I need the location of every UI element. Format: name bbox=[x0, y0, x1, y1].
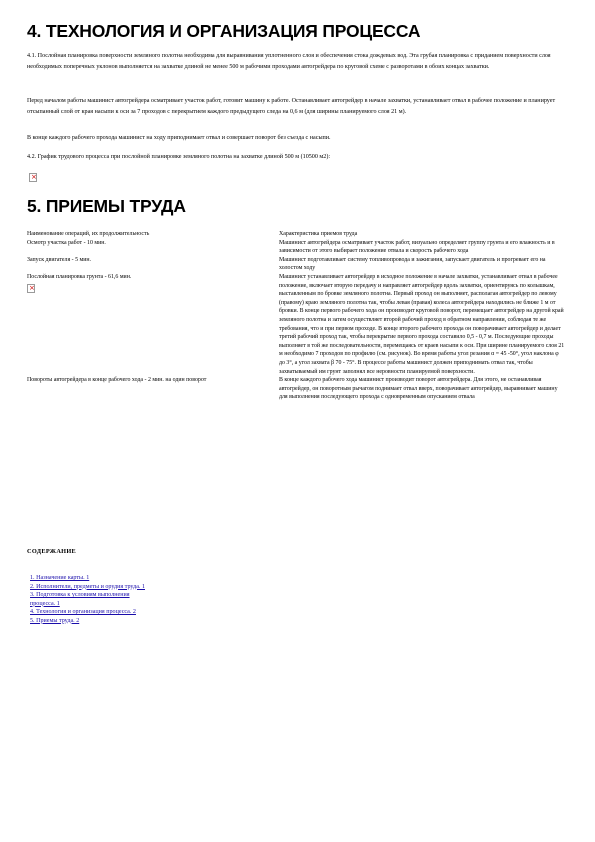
operation-cell bbox=[27, 273, 279, 376]
paragraph-4-1: 4.1. Послойная планировка поверхности земляного полотна необходима для выравнивания уплотненного слоя и обеспечения стока дождевых вод. Эта грубая планировка с приданием поверхности слоя необходимых поперечных уклонов выполняется на захватке длиной не менее 500 м рабочими проходами автогрейдера по круговой схеме с разворотами в обоих концах захватки. bbox=[27, 53, 551, 70]
section-4-heading: 4. ТЕХНОЛОГИЯ И ОРГАНИЗАЦИЯ ПРОЦЕССА bbox=[27, 21, 421, 41]
paragraph-turn: В конце каждого рабочего прохода машинист на ходу приподнимает отвал и совершает поворот без съезда с насыпи. bbox=[27, 135, 331, 141]
operation-cell: Запуск двигателя - 5 мин. bbox=[27, 256, 92, 263]
labor-methods-table bbox=[27, 230, 567, 402]
description-cell: В конце каждого рабочего хода машинист производит поворот автогрейдера. Для этого, не останавливая автогрейдер, он поворотным рычагом поднимает отвал вверх, поворачивает автогрейдер, выравнивает машину для выполнения последующего прохода с одновременным опусканием отвала bbox=[279, 377, 558, 401]
table-row bbox=[27, 239, 567, 256]
table-row bbox=[27, 273, 567, 376]
table-row bbox=[27, 376, 567, 402]
paragraph-start-work: Перед началом работы машинист автогрейдера осматривает участок работ, готовит машину к работе. Останавливает автогрейдер в начале захватки, устанавливает отвал в рабочее положение и планирует отсыпанный слой от края насыпи к оси за 7 проходов с перекрытием каждого предыдущего следа на 0,6 м (для ширины планируемого слоя 21 м). bbox=[27, 98, 556, 115]
operation-text: Послойная планировка грунта - 61,6 мин. bbox=[27, 273, 132, 280]
table-header-operation: Наименование операций, их продолжительность bbox=[27, 231, 150, 237]
broken-image-icon bbox=[27, 284, 35, 293]
table-header-row bbox=[27, 230, 567, 239]
operation-cell: Повороты автогрейдера в конце рабочего хода - 2 мин. на один поворот bbox=[27, 377, 207, 384]
description-cell: Машинист автогрейдера осматривает участок работ, визуально определяет группу грунта и его влажность и в зависимости от этого выбирает положение отвала и скорость рабочего хода bbox=[279, 239, 555, 255]
broken-image-icon bbox=[29, 173, 37, 182]
toc-link[interactable]: 5. Приемы труда. 2 bbox=[30, 617, 80, 624]
section-5-heading: 5. ПРИЕМЫ ТРУДА bbox=[27, 196, 186, 216]
operation-cell: Осмотр участка работ - 10 мин. bbox=[27, 239, 106, 246]
table-row bbox=[27, 256, 567, 273]
table-of-contents bbox=[30, 574, 150, 625]
toc-link[interactable]: 3. Подготовка к условиям выполнения процесса. 1 bbox=[30, 592, 130, 607]
paragraph-4-2: 4.2. График трудового процесса при послойной планировке земляного полотна на захватке длиной 500 м (10500 м2): bbox=[27, 154, 331, 160]
toc-link[interactable]: 1. Назначение карты. 1 bbox=[30, 575, 90, 581]
toc-link[interactable]: 4. Технология и организация процесса. 2 bbox=[30, 609, 136, 615]
toc-link[interactable]: 2. Исполнители, предметы и орудия труда. 1 bbox=[30, 583, 145, 590]
toc-title: СОДЕРЖАНИЕ bbox=[27, 548, 77, 555]
description-cell: Машинист подготавливает систему топливопровода и зажигания, запускает двигатель и прогревает его на холостом ходу bbox=[279, 256, 546, 272]
table-header-description: Характеристика приемов труда bbox=[279, 231, 358, 237]
description-cell: Машинист устанавливает автогрейдер в исходное положение в начале захватки, устанавливает отвал в рабочее положение, включает вторую передачу и направляет автогрейдер вдоль захватки, ориентируясь по колышкам, выставленным по бровке земляного полотна. Первый проход он выполняет, располагая автогрейдер по левому (правому) краю земляного полотна так, чтобы левая (правая) колеса автогрейдера находились не ближе 1 м от бровки. В конце первого рабочего хода он производит круговой поворот, перемещает автогрейдер на другой край земляного полотна и затем осуществляет второй рабочий проход в обратном направлении, соблюдая те же требования, что и при первом проходе. В конце второго рабочего прохода он поворачивает автогрейдер и делает третий рабочий проход так, чтобы перекрытие первого прохода составило 0,5 - 0,7 м. Последующие проходы выполняет в той же последовательности, перемещаясь от краев насыпи к оси. При ширине планируемого слоя 21 м необходимо 7 проходов по профилю (см. рисунок). Во время работы угол резания α = 45 -50°, угол наклона φ до 3°, а угол захвата β 70 - 75°. В процессе работы машинист должен приподнимать отвал так, чтобы захватываемый им грунт заполнял все неровности планируемой поверхности. bbox=[279, 273, 565, 375]
